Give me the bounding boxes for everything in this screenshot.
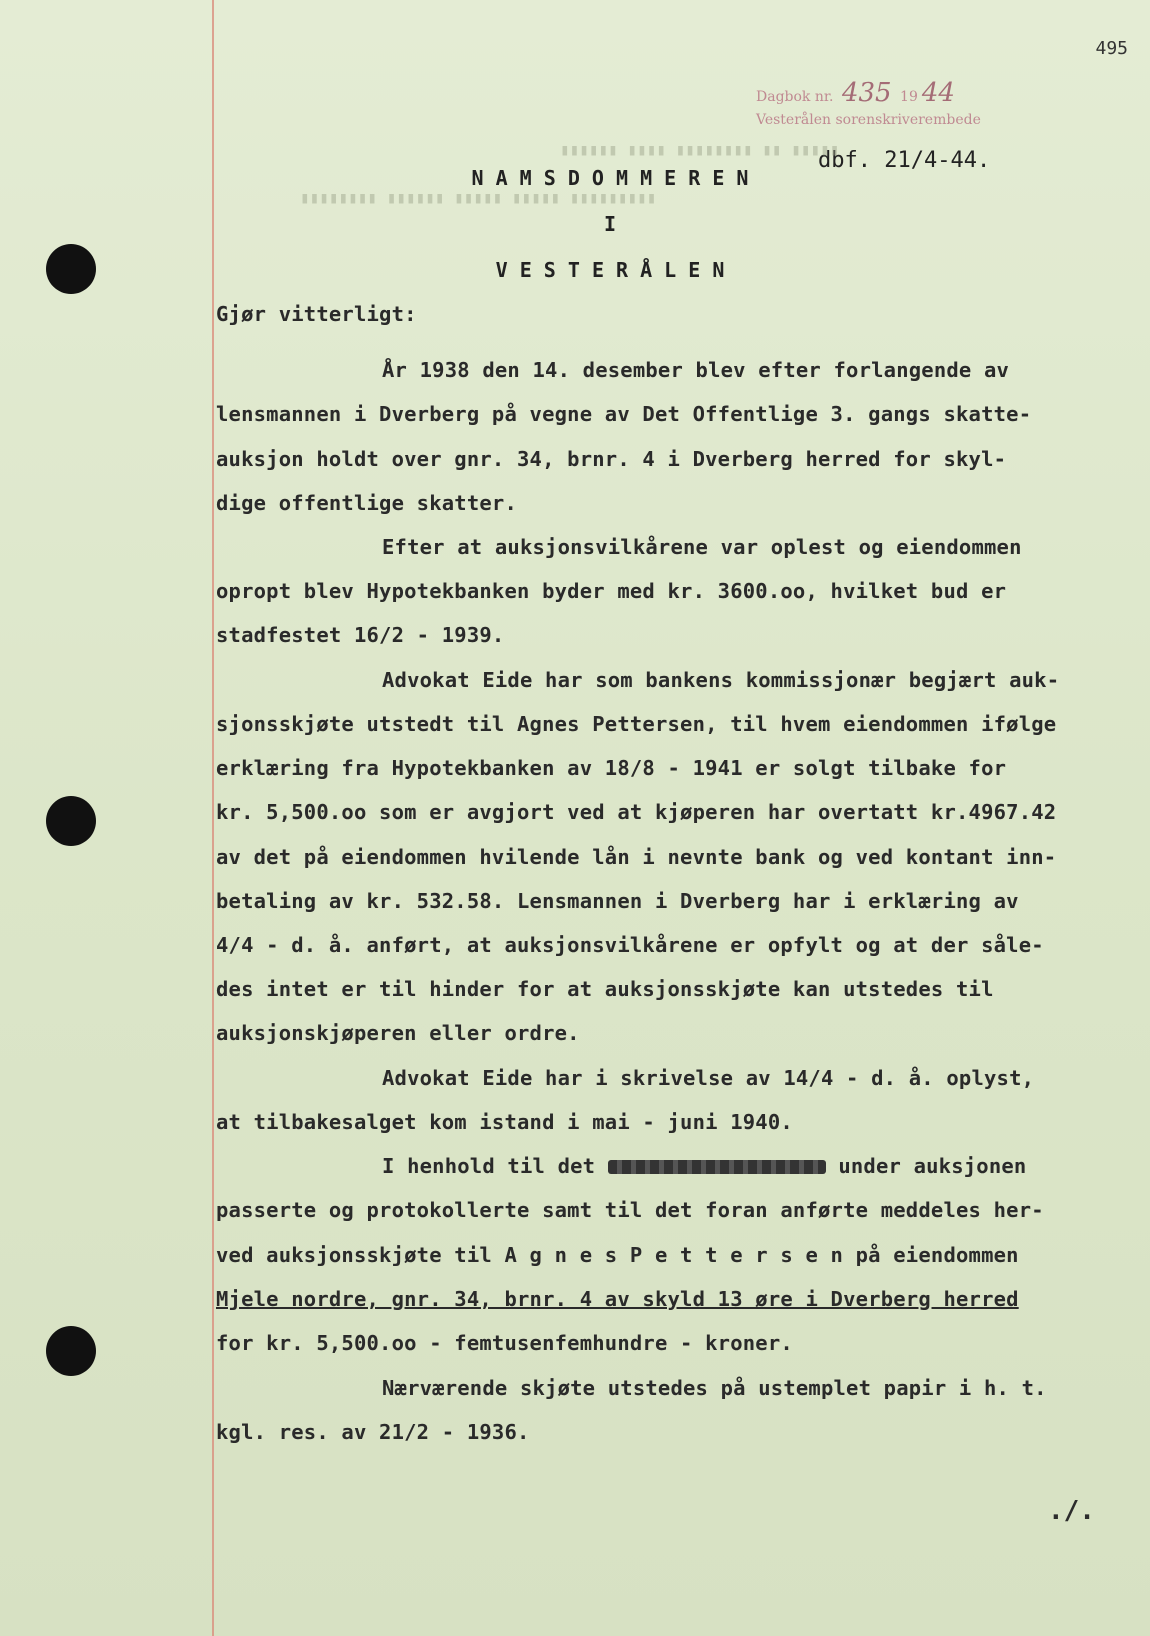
text-line: sjonsskjøte utstedt til Agnes Pettersen, til hvem eiendommen ifølge xyxy=(216,712,1057,736)
struck-out-word xyxy=(608,1160,826,1174)
text-line: at tilbakesalget kom istand i mai - juni 1940. xyxy=(216,1110,793,1134)
stamp-year-prefix: 19 xyxy=(900,89,918,105)
bleed-through: ▮▮▮▮▮▮ ▮▮▮▮ ▮▮▮▮▮▮▮▮ ▮▮ ▮▮▮▮▮ xyxy=(560,140,840,159)
page-number: 495 xyxy=(1095,38,1128,59)
text-line: lensmannen i Dverberg på vegne av Det Offentlige 3. gangs skatte- xyxy=(216,402,1032,426)
text-line: ved auksjonsskjøte til A g n e s P e t t e r s e n på eiendommen xyxy=(216,1243,1019,1267)
text-line: Advokat Eide har i skrivelse av 14/4 - d. å. oplyst, xyxy=(382,1066,1035,1090)
text-line: auksjonskjøperen eller ordre. xyxy=(216,1021,580,1045)
text-line: 4/4 - d. å. anført, at auksjonsvilkårene er opfylt og at der såle- xyxy=(216,933,1044,957)
stamp-office: Vesterålen sorenskriverembede xyxy=(756,112,981,128)
text-line: des intet er til hinder for at auksjonsskjøte kan utstedes til xyxy=(216,977,994,1001)
stamp-label: Dagbok nr. xyxy=(756,89,834,105)
text-line: Advokat Eide har som bankens kommissjonær begjært auk- xyxy=(382,668,1060,692)
heading-line-2: I xyxy=(603,212,617,236)
text-fragment: I henhold til det xyxy=(382,1154,596,1178)
heading-line-1: N A M S D O M M E R E N xyxy=(471,166,749,190)
text-line: betaling av kr. 532.58. Lensmannen i Dverberg har i erklæring av xyxy=(216,889,1019,913)
margin-line xyxy=(212,0,214,1636)
punch-hole xyxy=(46,244,96,294)
dbf-date: dbf. 21/4-44. xyxy=(818,148,991,173)
text-line: auksjon holdt over gnr. 34, brnr. 4 i Dverberg herred for skyl- xyxy=(216,447,1007,471)
text-line: erklæring fra Hypotekbanken av 18/8 - 1941 er solgt tilbake for xyxy=(216,756,1007,780)
punch-hole xyxy=(46,796,96,846)
punch-hole xyxy=(46,1326,96,1376)
text-line: av det på eiendommen hvilende lån i nevnte bank og ved kontant inn- xyxy=(216,845,1057,869)
text-line: Gjør vitterligt: xyxy=(216,302,417,326)
text-line: Nærværende skjøte utstedes på ustemplet papir i h. t. xyxy=(382,1376,1047,1400)
text-fragment: under auksjonen xyxy=(838,1154,1027,1178)
text-line: År 1938 den 14. desember blev efter forlangende av xyxy=(382,358,1010,382)
heading-line-3: V E S T E R Å L E N xyxy=(495,258,725,282)
text-line: kgl. res. av 21/2 - 1936. xyxy=(216,1420,530,1444)
end-mark: ./. xyxy=(1048,1496,1095,1526)
property-line-underlined: Mjele nordre, gnr. 34, brnr. 4 av skyld 13 øre i Dverberg herred xyxy=(216,1287,1019,1311)
text-line: stadfestet 16/2 - 1939. xyxy=(216,623,505,647)
text-line-with-strikeout xyxy=(382,1154,1026,1178)
text-line: passerte og protokollerte samt til det foran anførte meddeles her- xyxy=(216,1198,1044,1222)
text-line: opropt blev Hypotekbanken byder med kr. 3600.oo, hvilket bud er xyxy=(216,579,1007,603)
text-line: Efter at auksjonsvilkårene var oplest og eiendommen xyxy=(382,535,1022,559)
text-line: kr. 5,500.oo som er avgjort ved at kjøperen har overtatt kr.4967.42 xyxy=(216,800,1057,824)
text-line: dige offentlige skatter. xyxy=(216,491,518,515)
text-line: for kr. 5,500.oo - femtusenfemhundre - kroner. xyxy=(216,1331,793,1355)
stamp-number: 435 xyxy=(841,78,892,108)
journal-stamp xyxy=(756,78,981,128)
bleed-through: ▮▮▮▮▮▮▮▮ ▮▮▮▮▮▮ ▮▮▮▮▮ ▮▮▮▮▮ ▮▮▮▮▮▮▮▮▮ xyxy=(300,188,657,207)
stamp-year: 44 xyxy=(921,78,955,108)
